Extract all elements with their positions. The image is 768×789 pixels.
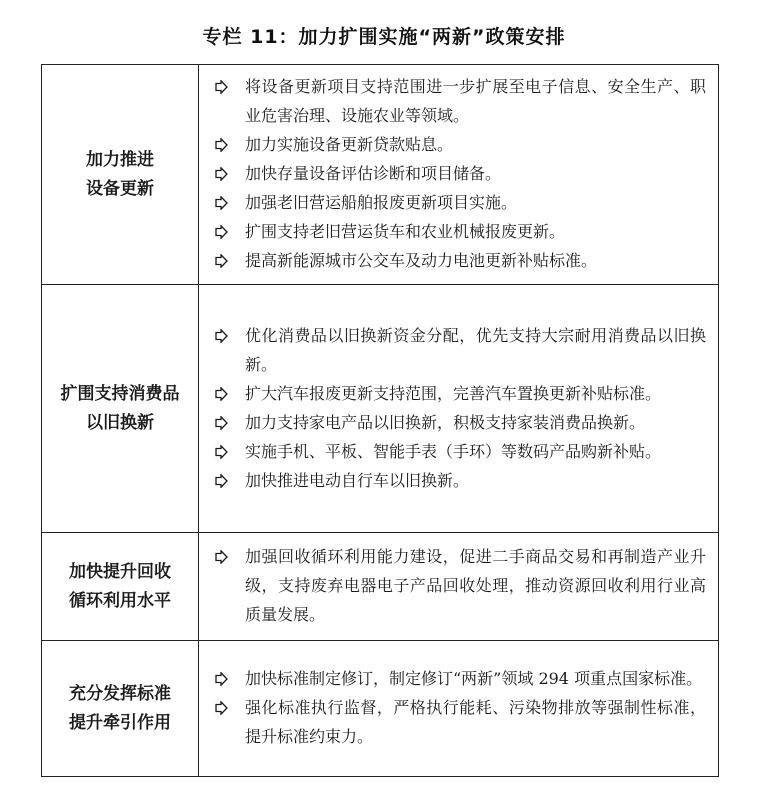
page-title: 专栏 11：加力扩围实施“两新”政策安排 xyxy=(202,26,566,48)
list-item xyxy=(211,321,706,379)
list-item xyxy=(211,437,706,466)
measure-text: 加力实施设备更新贷款贴息。 xyxy=(245,135,454,154)
list-item xyxy=(211,188,706,217)
list-item xyxy=(211,379,706,408)
measure-text: 加快存量设备评估诊断和项目储备。 xyxy=(245,164,502,183)
category-cell xyxy=(42,533,199,641)
category-cell xyxy=(42,641,199,777)
list-item xyxy=(211,664,706,693)
list-item xyxy=(211,693,706,751)
measures-cell xyxy=(199,533,719,641)
category-label-line: 循环利用水平 xyxy=(69,590,171,611)
arrow-bullet-icon xyxy=(215,80,228,94)
arrow-bullet-icon xyxy=(215,416,228,430)
measure-text: 加力支持家电产品以旧换新，积极支持家装消费品换新。 xyxy=(245,412,646,432)
measure-text: 实施手机、平板、智能手表（手环）等数码产品购新补贴。 xyxy=(245,441,662,461)
measure-text: 加快推进电动自行车以旧换新。 xyxy=(245,470,470,490)
measure-text: 将设备更新项目支持范围进一步扩展至电子信息、安全生产、职业危害治理、设施农业等领域。 xyxy=(245,77,706,125)
measure-list xyxy=(211,542,706,629)
measures-cell xyxy=(199,285,719,533)
category-label-line: 充分发挥标准 xyxy=(69,683,171,704)
measure-list xyxy=(211,72,706,275)
measure-text: 扩大汽车报废更新支持范围，完善汽车置换更新补贴标准。 xyxy=(245,383,662,403)
arrow-bullet-icon xyxy=(215,167,228,181)
measure-list xyxy=(211,664,706,751)
measures-cell xyxy=(199,641,719,777)
list-item xyxy=(211,542,706,629)
arrow-bullet-icon xyxy=(215,196,228,210)
arrow-bullet-icon xyxy=(215,550,228,564)
arrow-bullet-icon xyxy=(215,387,228,401)
table-row xyxy=(42,641,719,777)
category-label-line: 设备更新 xyxy=(86,178,154,199)
measure-text: 加强老旧营运船舶报废更新项目实施。 xyxy=(245,193,518,212)
arrow-bullet-icon xyxy=(215,254,228,268)
category-label-line: 以旧换新 xyxy=(86,412,154,433)
arrow-bullet-icon xyxy=(215,329,228,343)
category-label-line: 加快提升回收 xyxy=(69,561,171,582)
measure-text: 扩围支持老旧营运货车和农业机械报废更新。 xyxy=(245,222,566,241)
list-item xyxy=(211,159,706,188)
table-row xyxy=(42,285,719,533)
list-item xyxy=(211,217,706,246)
category-label-line: 加力推进 xyxy=(86,149,154,170)
measure-text: 提高新能源城市公交车及动力电池更新补贴标准。 xyxy=(245,251,598,270)
table-row xyxy=(42,533,719,641)
policy-table xyxy=(41,64,719,777)
measure-text: 加快标准制定修订，制定修订“两新”领域 294 项重点国家标准。 xyxy=(245,669,703,688)
arrow-bullet-icon xyxy=(215,225,228,239)
category-label-line: 提升牵引作用 xyxy=(69,712,171,733)
list-item xyxy=(211,246,706,275)
measure-text: 优化消费品以旧换新资金分配，优先支持大宗耐用消费品以旧换新。 xyxy=(245,325,706,374)
list-item xyxy=(211,466,706,495)
category-label-line: 扩围支持消费品 xyxy=(60,383,180,404)
list-item xyxy=(211,130,706,159)
category-cell xyxy=(42,285,199,533)
list-item xyxy=(211,72,706,130)
arrow-bullet-icon xyxy=(215,672,228,686)
measure-text: 强化标准执行监督，严格执行能耗、污染物排放等强制性标准，提升标准约束力。 xyxy=(245,698,706,746)
measure-text: 加强回收循环利用能力建设，促进二手商品交易和再制造产业升级，支持废弃电器电子产品回收处理，推动资源回收利用行业高质量发展。 xyxy=(245,547,706,624)
list-item xyxy=(211,408,706,437)
arrow-bullet-icon xyxy=(215,138,228,152)
table-row xyxy=(42,65,719,285)
measures-cell xyxy=(199,65,719,285)
arrow-bullet-icon xyxy=(215,474,228,488)
measure-list xyxy=(211,321,706,495)
arrow-bullet-icon xyxy=(215,701,228,715)
arrow-bullet-icon xyxy=(215,445,228,459)
category-cell xyxy=(42,65,199,285)
